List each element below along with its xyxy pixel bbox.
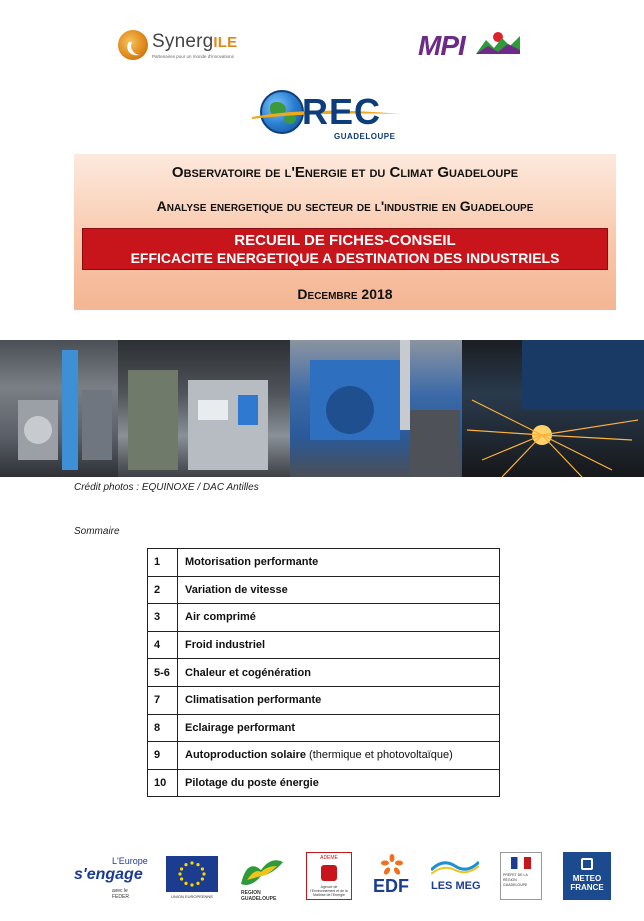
photo-strip: [0, 340, 644, 477]
synergile-name: SynergILE: [152, 31, 238, 52]
observatory-title: Observatoire de l'Energie et du Climat Guadeloupe: [171, 164, 519, 181]
toc-label: Air comprimé: [178, 604, 500, 632]
ademe-name: ADEME: [320, 855, 338, 861]
synergile-logo: [118, 28, 248, 64]
toc-number: 7: [148, 686, 178, 714]
ademe-logo: [306, 852, 352, 900]
orec-logo: [252, 90, 400, 146]
eu-flag-logo: [166, 852, 218, 900]
edf-logo: [371, 852, 411, 900]
synergile-tagline: Partenaires pour un monde d'innovations: [152, 54, 234, 59]
photo-welding-sparks: [462, 340, 644, 477]
toc-row[interactable]: [148, 742, 500, 770]
sommaire-label: Sommaire: [74, 526, 120, 537]
toc-label: Variation de vitesse: [178, 576, 500, 604]
toc-row[interactable]: [148, 659, 500, 687]
region-butterfly-icon: [237, 854, 285, 888]
toc-number: 5-6: [148, 659, 178, 687]
mpi-hills-icon: [476, 32, 520, 54]
title-panel: [74, 154, 616, 310]
photo-credit: Crédit photos : EQUINOXE / DAC Antilles: [74, 482, 259, 493]
toc-label: Autoproduction solaire (thermique et photovoltaïque): [178, 742, 500, 770]
toc-number: 9: [148, 742, 178, 770]
toc-row[interactable]: [148, 686, 500, 714]
meteo-france-logo: [563, 852, 611, 900]
meteo-name: METEO FRANCE: [570, 874, 604, 892]
toc-number: 1: [148, 549, 178, 577]
region-guadeloupe-logo: [237, 852, 287, 900]
eu-flag-icon: [166, 856, 218, 892]
photo-motors: [0, 340, 118, 477]
toc-number: 10: [148, 769, 178, 797]
toc-row[interactable]: [148, 549, 500, 577]
analysis-title: Analyse energetique du secteur de l'industrie en Guadeloupe: [156, 198, 534, 214]
toc-label: Froid industriel: [178, 631, 500, 659]
prefet-caption: PRÉFET DE LA RÉGION GUADELOUPE: [503, 873, 528, 887]
europe-engage-line3: avec le FEDER: [112, 888, 129, 900]
photo-machinery: [118, 340, 290, 477]
lesmeg-wave-icon: [431, 856, 479, 876]
toc-label: Chaleur et cogénération: [178, 659, 500, 687]
synergile-sun-icon: [118, 30, 148, 60]
toc-label: Eclairage performant: [178, 714, 500, 742]
europe-engage-line2: s'engage: [74, 866, 143, 883]
orec-region: GUADELOUPE: [334, 132, 396, 141]
mpi-name: MPI: [418, 30, 465, 61]
eu-caption: UNION EUROPEENNE: [170, 894, 213, 899]
table-of-contents: [147, 548, 500, 797]
toc-row[interactable]: [148, 631, 500, 659]
toc-number: 2: [148, 576, 178, 604]
toc-row[interactable]: [148, 769, 500, 797]
edf-flower-icon: [381, 854, 403, 876]
toc-number: 3: [148, 604, 178, 632]
region-caption: REGION GUADELOUPE: [241, 890, 277, 902]
toc-row[interactable]: [148, 576, 500, 604]
toc-label: Pilotage du poste énergie: [178, 769, 500, 797]
toc-number: 4: [148, 631, 178, 659]
prefet-logo: [500, 852, 542, 900]
publication-date: Decembre 2018: [297, 286, 393, 302]
orec-name: REC: [302, 91, 382, 132]
toc-row[interactable]: [148, 714, 500, 742]
ademe-caption: Agence de l'Environnement et de la Maîtrise de l'Energie: [310, 885, 348, 897]
photo-blue-machine: [290, 340, 462, 477]
europe-engage-line1: L'Europe: [112, 856, 148, 866]
europe-engage-logo: [74, 852, 148, 900]
french-flag-icon: [511, 857, 531, 869]
lesmeg-name: LES MEG: [431, 880, 481, 892]
toc-label: Climatisation performante: [178, 686, 500, 714]
mpi-logo: [418, 24, 522, 64]
toc-label: Motorisation performante: [178, 549, 500, 577]
banner-line-2: EFFICACITE ENERGETIQUE A DESTINATION DES INDUSTRIELS: [130, 250, 560, 266]
title-banner: [82, 228, 608, 270]
lesmeg-logo: [429, 852, 481, 900]
banner-line-1: RECUEIL DE FICHES-CONSEIL: [234, 232, 456, 249]
meteo-mark-icon: [581, 858, 593, 870]
toc-number: 8: [148, 714, 178, 742]
edf-name: EDF: [373, 876, 409, 896]
ademe-mark-icon: [321, 865, 337, 881]
toc-row[interactable]: [148, 604, 500, 632]
